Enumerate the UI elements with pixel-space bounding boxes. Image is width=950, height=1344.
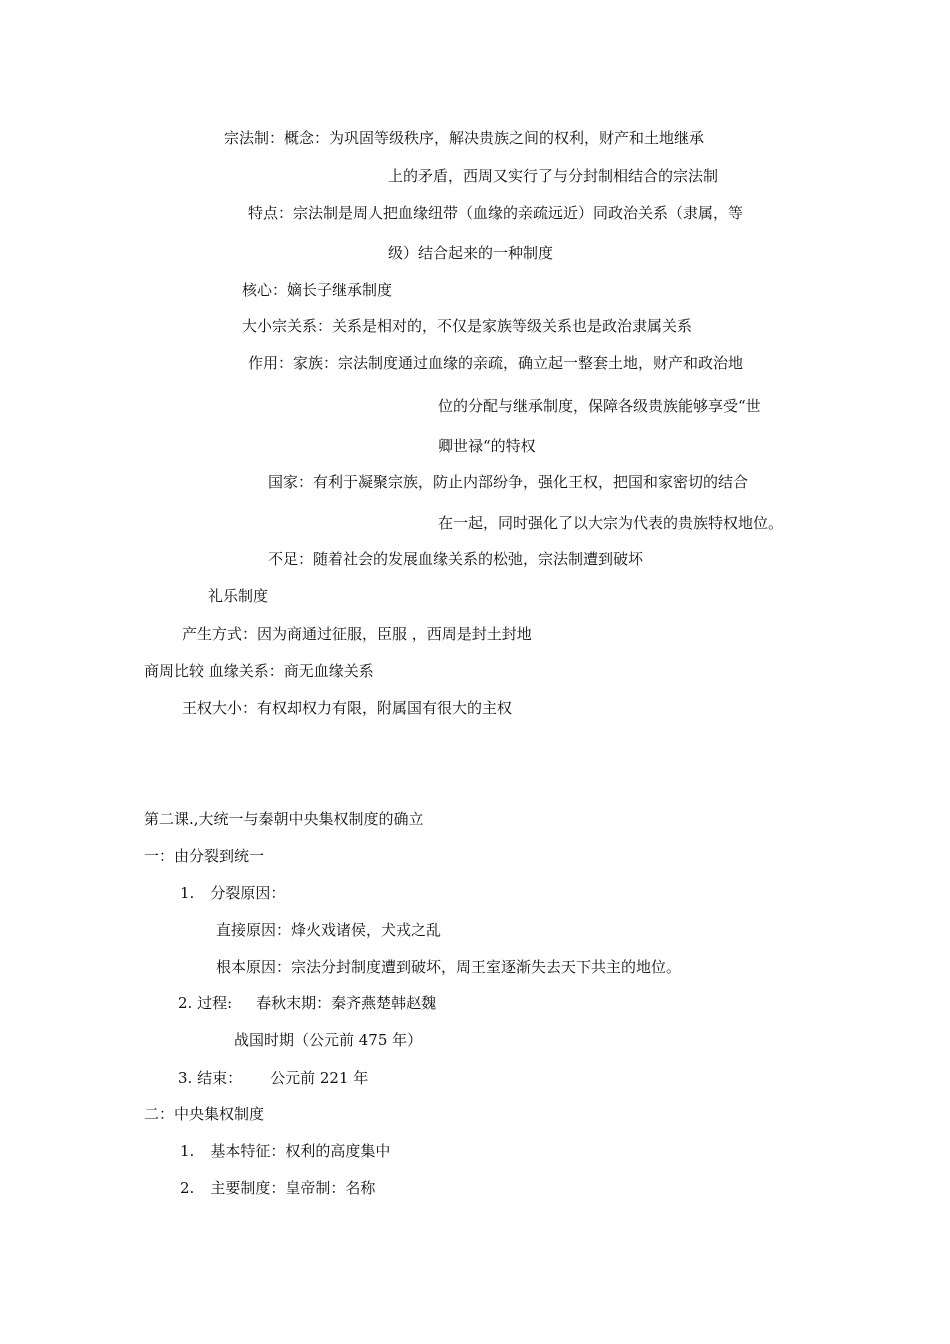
royal-power: 王权大小：有权却权力有限，附属国有很大的主权 bbox=[182, 699, 513, 717]
zongfa-role-state-line1: 国家：有利于凝聚宗族，防止内部纷争，强化王权，把国和家密切的结合 bbox=[268, 473, 749, 491]
zongfa-feature-line1: 特点：宗法制是周人把血缘纽带（血缘的亲疏远近）同政治关系（隶属，等 bbox=[248, 204, 744, 222]
list-label: 2. 过程: bbox=[178, 994, 233, 1012]
zongfa-concept-line1: 宗法制：概念：为巩固等级秩序，解决贵族之间的权利，财产和土地继承 bbox=[224, 129, 705, 147]
list-item-1 bbox=[180, 883, 285, 903]
list-text: 公元前 221 年 bbox=[270, 1069, 369, 1087]
zongfa-major-minor: 大小宗关系：关系是相对的，不仅是家族等级关系也是政治隶属关系 bbox=[242, 317, 693, 335]
zongfa-role-state-line2: 在一起，同时强化了以大宗为代表的贵族特权地位。 bbox=[438, 514, 784, 532]
zongfa-core: 核心：嫡长子继承制度 bbox=[242, 281, 393, 299]
zongfa-role-family-line1: 作用：家族：宗法制度通过血缘的亲疏，确立起一整套土地，财产和政治地 bbox=[248, 354, 744, 372]
liyue-system: 礼乐制度 bbox=[208, 587, 269, 605]
list-number: 1. bbox=[180, 884, 195, 902]
zongfa-feature-line2: 级）结合起来的一种制度 bbox=[388, 244, 554, 262]
root-cause: 根本原因：宗法分封制度遭到破坏，周王室逐渐失去天下共主的地位。 bbox=[216, 958, 682, 976]
section-two-heading: 二：中央集权制度 bbox=[144, 1105, 265, 1123]
zongfa-role-family-line3: 卿世禄“的特权 bbox=[438, 437, 536, 455]
lesson-two-title: 第二课.,大统一与秦朝中央集权制度的确立 bbox=[144, 810, 424, 828]
list-item-main-system bbox=[180, 1178, 375, 1198]
list-item-2 bbox=[178, 993, 436, 1013]
list-text: 基本特征：权利的高度集中 bbox=[210, 1142, 391, 1160]
list-text: 春秋末期：秦齐燕楚韩赵魏 bbox=[256, 994, 437, 1012]
list-text: 分裂原因： bbox=[210, 884, 286, 902]
shang-zhou-comparison: 商周比较 血缘关系：商无血缘关系 bbox=[144, 662, 374, 680]
warring-states: 战国时期（公元前 475 年） bbox=[234, 1031, 423, 1049]
origin-method: 产生方式：因为商通过征服，臣服 ，西周是封土封地 bbox=[182, 625, 532, 643]
list-text: 主要制度：皇帝制：名称 bbox=[210, 1179, 376, 1197]
list-number: 1. bbox=[180, 1142, 195, 1160]
list-number: 2. bbox=[180, 1179, 195, 1197]
section-one-heading: 一：由分裂到统一 bbox=[144, 847, 265, 865]
list-item-basic-feature bbox=[180, 1141, 390, 1161]
zongfa-role-family-line2: 位的分配与继承制度，保障各级贵族能够享受“世 bbox=[438, 397, 761, 415]
zongfa-shortcoming: 不足：随着社会的发展血缘关系的松弛，宗法制遭到破坏 bbox=[268, 550, 644, 568]
zongfa-concept-line2: 上的矛盾，西周又实行了与分封制相结合的宗法制 bbox=[388, 167, 719, 185]
direct-cause: 直接原因：烽火戏诸侯，犬戎之乱 bbox=[216, 921, 442, 939]
list-label: 3. 结束： bbox=[178, 1069, 243, 1087]
list-item-3 bbox=[178, 1068, 368, 1088]
